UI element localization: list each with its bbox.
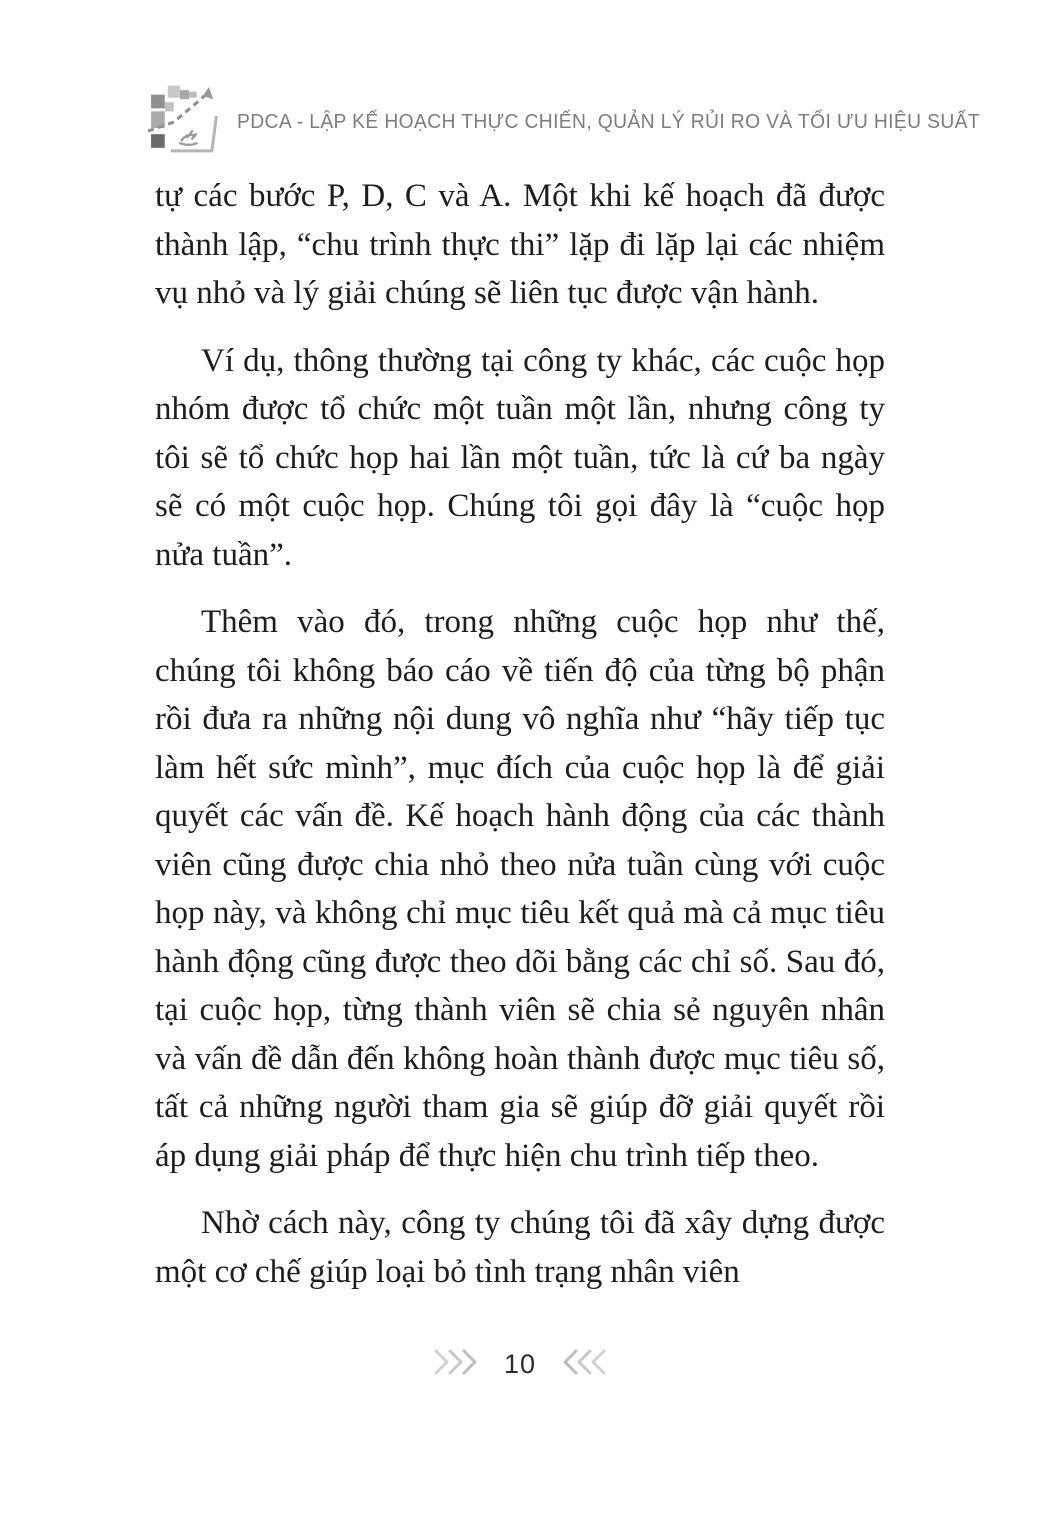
page-footer	[0, 1348, 1040, 1381]
page-body	[155, 172, 885, 1315]
page-number: 10	[503, 1349, 537, 1379]
running-header-title: PDCA - LẬP KẾ HOẠCH THỰC CHIẾN, QUẢN LÝ RỦI RO VÀ TỐI ƯU HIỆU SUẤT	[237, 110, 981, 133]
paragraph-3: Thêm vào đó, trong những cuộc họp như thế, chúng tôi không báo cáo về tiến độ của từng bộ phận rồi đưa ra những nội dung vô nghĩa như “hãy tiếp tục làm hết sức mình”, mục đích của cuộc họp là để giải quyết các vấn đề. Kế hoạch hành động của các thành viên cũng được chia nhỏ theo nửa tuần cùng với cuộc họp này, và không chỉ mục tiêu kết quả mà cả mục tiêu hành động cũng được theo dõi bằng các chỉ số. Sau đó, tại cuộc họp, từng thành viên sẽ chia sẻ nguyên nhân và vấn đề dẫn đến không hoàn thành được mục tiêu số, tất cả những người tham gia sẽ giúp đỡ giải quyết rồi áp dụng giải pháp để thực hiện chu trình tiếp theo.	[155, 604, 885, 1174]
paragraph-1: tự các bước P, D, C và A. Một khi kế hoạch đã được thành lập, “chu trình thực thi” lặp đi lặp lại các nhiệm vụ nhỏ và lý giải chúng sẽ liên tục được vận hành.	[155, 178, 885, 311]
pdca-chart-hand-logo-icon	[145, 84, 221, 160]
triple-chevron-left-icon	[556, 1348, 608, 1381]
triple-chevron-right-icon	[432, 1348, 484, 1381]
paragraph-2: Ví dụ, thông thường tại công ty khác, các cuộc họp nhóm được tổ chức một tuần một lần, nhưng công ty tôi sẽ tổ chức họp hai lần một tuần, tức là cứ ba ngày sẽ có một cuộc họp. Chúng tôi gọi đây là “cuộc họp nửa tuần”.	[155, 342, 885, 573]
paragraph-4: Nhờ cách này, công ty chúng tôi đã xây dựng được một cơ chế giúp loại bỏ tình trạng nhân viên	[155, 1205, 885, 1290]
page-header	[145, 84, 981, 160]
